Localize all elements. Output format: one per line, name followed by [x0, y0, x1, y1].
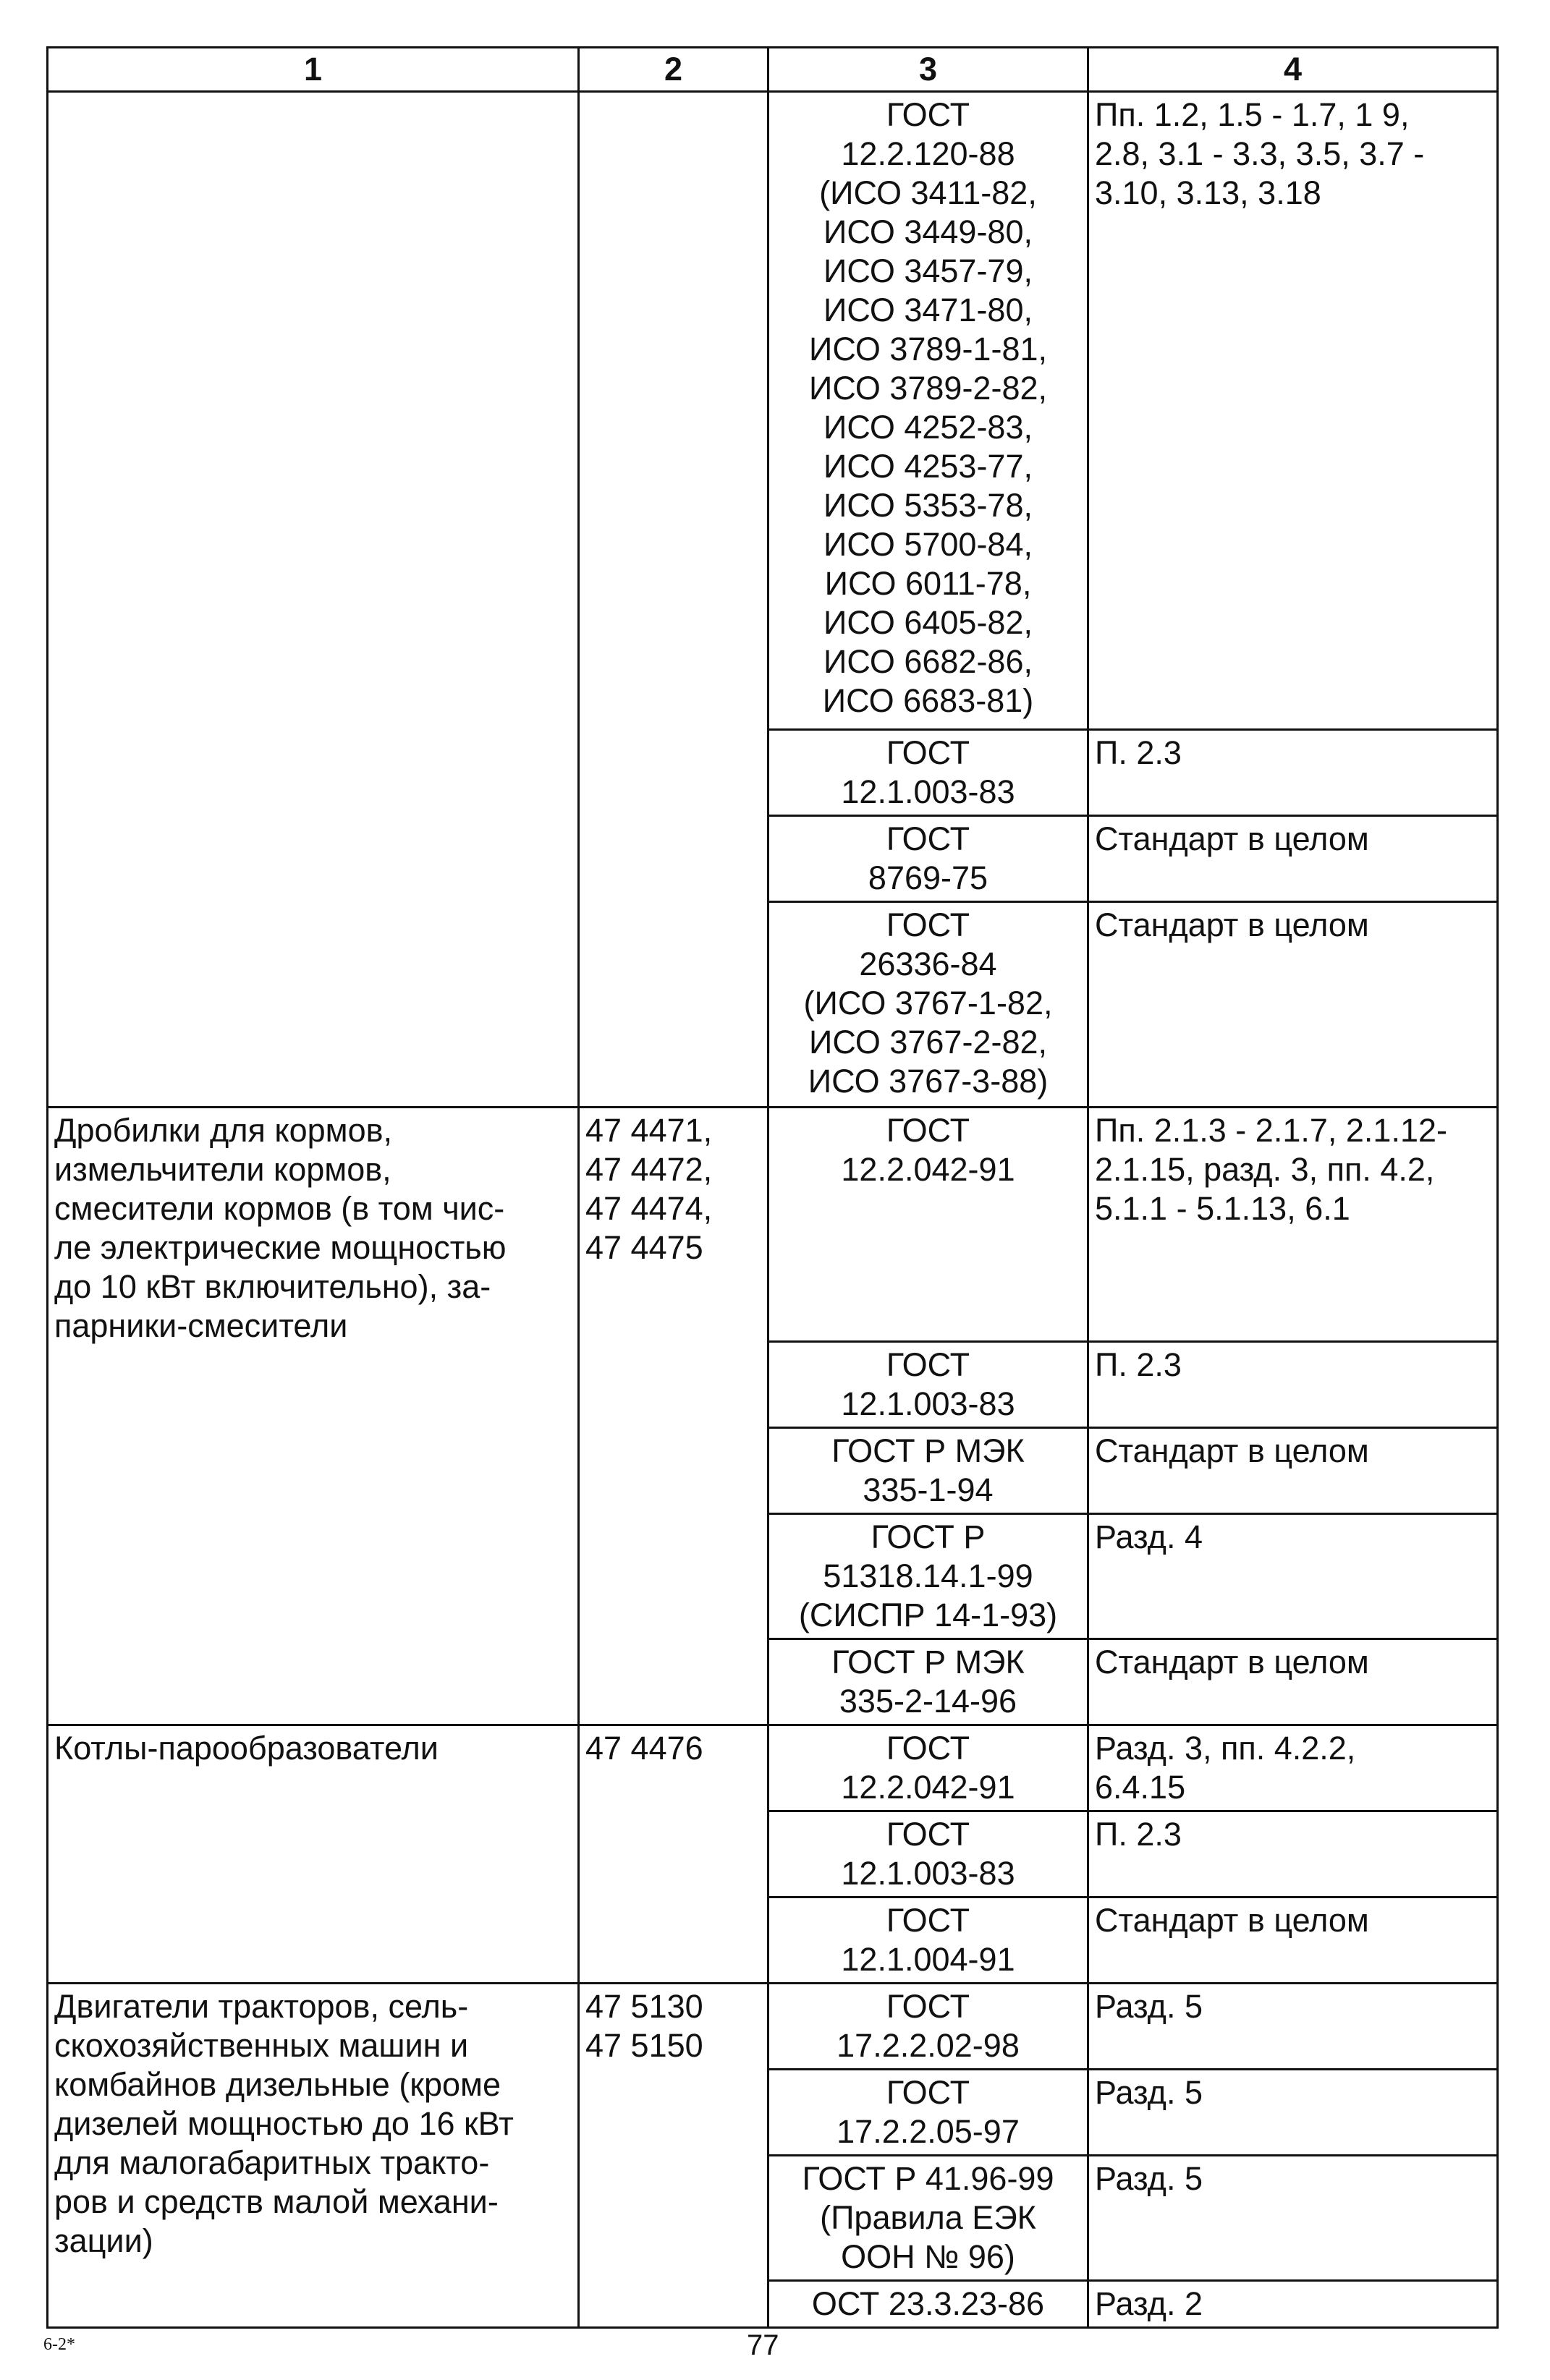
product-code-cell: [579, 92, 768, 1108]
clauses-cell: Разд. 4: [1088, 1514, 1498, 1639]
clauses-cell: Стандарт в целом: [1088, 902, 1498, 1108]
product-code-cell: 47 4471, 47 4472, 47 4474, 47 4475: [579, 1108, 768, 1725]
clauses-cell: Разд. 5: [1088, 2070, 1498, 2156]
standard-cell: ГОСТ 17.2.2.02-98: [768, 1984, 1088, 2070]
standard-cell: ГОСТ 12.1.003-83: [768, 1342, 1088, 1428]
table-row: [48, 92, 1498, 730]
column-header-1: 1: [48, 48, 579, 92]
standard-cell: ГОСТ Р 51318.14.1-99 (СИСПР 14-1-93): [768, 1514, 1088, 1639]
standard-cell: ГОСТ 12.1.004-91: [768, 1897, 1088, 1984]
column-header-2: 2: [579, 48, 768, 92]
product-name-cell: Котлы-парообразователи: [48, 1725, 579, 1984]
clauses-cell: П. 2.3: [1088, 730, 1498, 816]
product-name-cell: [48, 92, 579, 1108]
clauses-cell: Пп. 2.1.3 - 2.1.7, 2.1.12- 2.1.15, разд. 3, пп. 4.2, 5.1.1 - 5.1.13, 6.1: [1088, 1108, 1498, 1342]
clauses-cell: Стандарт в целом: [1088, 1428, 1498, 1514]
standard-cell: ГОСТ 12.2.042-91: [768, 1725, 1088, 1811]
table-row: [48, 1725, 1498, 1811]
clauses-cell: Стандарт в целом: [1088, 1897, 1498, 1984]
clauses-cell: Стандарт в целом: [1088, 1639, 1498, 1725]
table-row: [48, 1984, 1498, 2070]
product-code-cell: 47 4476: [579, 1725, 768, 1984]
table-row: [48, 1108, 1498, 1342]
standard-cell: ГОСТ Р 41.96-99 (Правила ЕЭК ООН № 96): [768, 2156, 1088, 2281]
product-name-cell: Двигатели тракторов, сель- скохозяйственных машин и комбайнов дизельные (кроме дизелей мощностью до 16 кВт для малогабаритных тракто- ров и средств малой механи- зации): [48, 1984, 579, 2328]
product-code-cell: 47 5130 47 5150: [579, 1984, 768, 2328]
standard-cell: ГОСТ 12.2.120-88 (ИСО 3411-82, ИСО 3449-80, ИСО 3457-79, ИСО 3471-80, ИСО 3789-1-81, ИСО 3789-2-82, ИСО 4252-83, ИСО 4253-77, ИСО 5353-78, ИСО 5700-84, ИСО 6011-78, ИСО 6405-82, ИСО 6682-86, ИСО 6683-81): [768, 92, 1088, 730]
standard-cell: ОСТ 23.3.23-86: [768, 2281, 1088, 2328]
standard-cell: ГОСТ Р МЭК 335-2-14-96: [768, 1639, 1088, 1725]
column-header-3: 3: [768, 48, 1088, 92]
standards-table: [46, 46, 1499, 2329]
clauses-cell: Разд. 3, пп. 4.2.2, 6.4.15: [1088, 1725, 1498, 1811]
standard-cell: ГОСТ Р МЭК 335-1-94: [768, 1428, 1088, 1514]
clauses-cell: Разд. 2: [1088, 2281, 1498, 2328]
clauses-cell: Разд. 5: [1088, 1984, 1498, 2070]
clauses-cell: Пп. 1.2, 1.5 - 1.7, 1 9, 2.8, 3.1 - 3.3, 3.5, 3.7 - 3.10, 3.13, 3.18: [1088, 92, 1498, 730]
sheet-mark: 6-2*: [43, 2335, 75, 2354]
column-header-4: 4: [1088, 48, 1498, 92]
product-name-cell: Дробилки для кормов, измельчители кормов, смесители кормов (в том чис- ле электрические мощностью до 10 кВт включительно), за- парники-смесители: [48, 1108, 579, 1725]
standard-cell: ГОСТ 8769-75: [768, 816, 1088, 902]
standard-cell: ГОСТ 12.1.003-83: [768, 730, 1088, 816]
header-row: [48, 48, 1498, 92]
clauses-cell: Разд. 5: [1088, 2156, 1498, 2281]
standard-cell: ГОСТ 26336-84 (ИСО 3767-1-82, ИСО 3767-2-82, ИСО 3767-3-88): [768, 902, 1088, 1108]
clauses-cell: П. 2.3: [1088, 1342, 1498, 1428]
standard-cell: ГОСТ 17.2.2.05-97: [768, 2070, 1088, 2156]
standard-cell: ГОСТ 12.2.042-91: [768, 1108, 1088, 1342]
standard-cell: ГОСТ 12.1.003-83: [768, 1811, 1088, 1897]
clauses-cell: П. 2.3: [1088, 1811, 1498, 1897]
clauses-cell: Стандарт в целом: [1088, 816, 1498, 902]
page-number: 77: [747, 2329, 779, 2361]
